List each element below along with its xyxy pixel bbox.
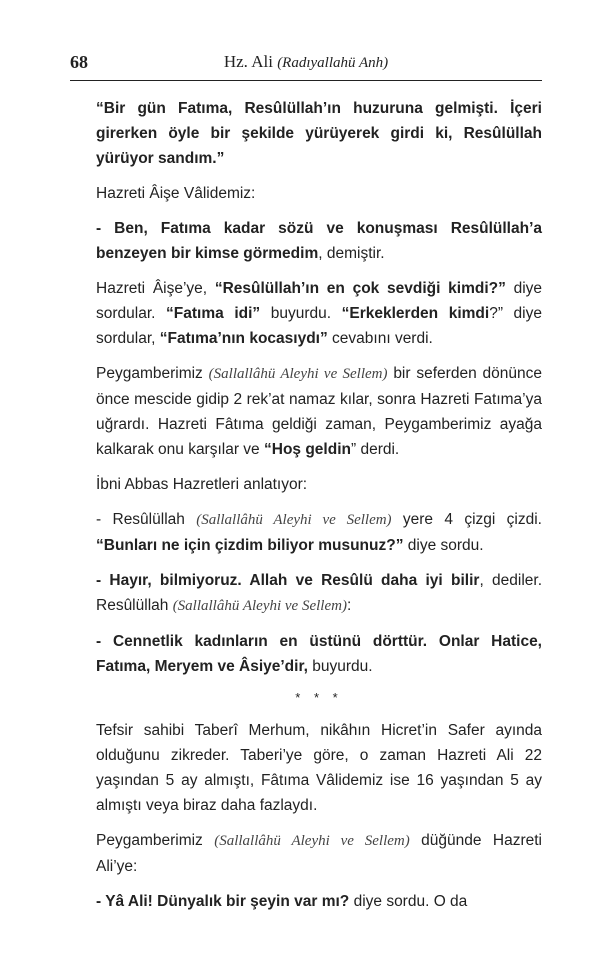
bold-text: “Bir gün Fatıma, Resûlüllah’ın huzuruna gelmişti. İçeri girerken öyle bir şekilde yürüyerek girdi ki, Resûlüllah yürüyor sandım.”: [96, 100, 542, 167]
page-header: [70, 52, 542, 78]
honorific: (Sallallâhü Aleyhi ve Sellem): [196, 512, 392, 528]
bold-text: - Cennetlik kadınların en üstünü dörttür. Onlar Hatice, Fatıma, Meryem ve Âsiye’dir,: [96, 633, 542, 675]
running-head: [70, 52, 542, 72]
text: :: [346, 597, 352, 614]
paragraph: [96, 507, 542, 558]
running-head-subtitle: (Radıyallahü Anh): [277, 55, 389, 71]
paragraph: [96, 629, 542, 679]
bold-text: “Fatıma idi”: [166, 305, 261, 322]
paragraph: [96, 181, 542, 206]
text: diye sordu. O da: [349, 893, 468, 910]
section-separator: * * *: [295, 690, 343, 705]
text: düğünde Hazreti Ali’ye:: [96, 832, 542, 875]
text: buyurdu.: [260, 305, 342, 322]
text: Hazreti Âişe Vâlidemiz:: [96, 185, 256, 202]
bold-text: - Ben, Fatıma kadar sözü ve konuşması Resûlüllah’a benzeyen bir kimse görmedim: [96, 220, 542, 262]
header-rule: [70, 80, 542, 81]
paragraph: [96, 96, 542, 171]
bold-text: “Hoş geldin: [264, 441, 351, 458]
text: Peygamberimiz: [96, 365, 209, 382]
paragraph: [96, 828, 542, 879]
text: İbni Abbas Hazretleri anlatıyor:: [96, 476, 308, 493]
paragraph: [96, 276, 542, 351]
text: buyurdu.: [307, 658, 373, 675]
text: Tefsir sahibi Taberî Merhum, nikâhın Hicret’in Safer ayında olduğunu zikreder. Taberi’ye göre, o zaman Hazreti Ali 22 yaşından 5 ay almıştı, Fâtıma Vâlidemiz ise 16 yaşından 5 ay almıştı veya biraz daha fazlaydı.: [96, 722, 542, 814]
bold-text: - Yâ Ali! Dünyalık bir şeyin var mı?: [96, 893, 350, 910]
text: , demiştir.: [318, 245, 385, 262]
paragraph: [96, 718, 542, 818]
bold-text: “Resûlüllah’ın en çok sevdiği kimdi?”: [214, 280, 506, 297]
text: ” derdi.: [350, 441, 400, 458]
honorific: (Sallallâhü Aleyhi ve Sellem): [214, 833, 410, 849]
text: Hazreti Âişe’ye,: [96, 280, 215, 297]
bold-text: “Bunları ne için çizdim biliyor musunuz?”: [96, 537, 404, 554]
honorific: (Sallallâhü Aleyhi ve Sellem): [208, 366, 388, 382]
paragraph: [96, 361, 542, 462]
page-body: [96, 96, 542, 924]
text: diye sordular.: [96, 280, 543, 322]
honorific: (Sallallâhü Aleyhi ve Sellem): [172, 598, 347, 614]
text: ?” diye sordular,: [96, 305, 542, 347]
text: cevabını verdi.: [327, 330, 433, 347]
bold-text: “Fatıma’nın kocasıydı”: [159, 330, 328, 347]
text: Peygamberimiz: [96, 832, 215, 849]
text: - Resûlüllah: [96, 511, 197, 528]
text: , dediler. Resûlüllah: [96, 572, 542, 614]
text: bir seferden dönünce önce mescide gidip 2 rek’at namaz kılar, sonra Hazreti Fatıma’ya uğrardı. Hazreti Fâtıma geldiği zaman, Peygamberimiz ayağa kalkarak onu karşılar ve: [96, 365, 542, 458]
paragraph: [96, 472, 542, 497]
paragraph: [96, 889, 542, 914]
bold-text: - Hayır, bilmiyoruz. Allah ve Resûlü daha iyi bilir: [96, 572, 480, 589]
page-number: 68: [70, 52, 88, 72]
text: diye sordu.: [403, 537, 484, 554]
bold-text: “Erkeklerden kimdi: [341, 305, 490, 322]
running-head-title: Hz. Ali: [223, 52, 273, 71]
text: yere 4 çizgi çizdi.: [391, 511, 542, 528]
paragraph: [96, 216, 542, 266]
paragraph: [96, 568, 542, 619]
